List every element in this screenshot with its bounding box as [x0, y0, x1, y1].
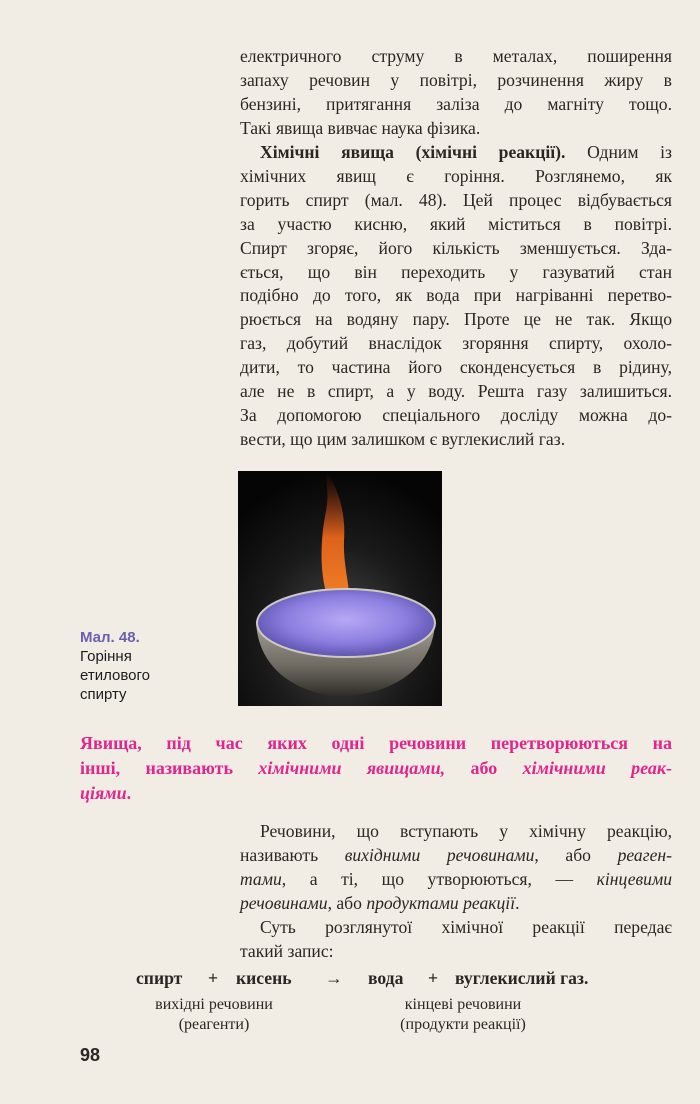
burning-alcohol-photo — [238, 471, 442, 706]
products-label — [370, 995, 556, 1035]
term: реаген- — [617, 844, 672, 865]
term: хімічними реак- — [522, 758, 672, 778]
product-carbon-dioxide: вуглекислий газ. — [455, 968, 589, 988]
text-line: ється, що він переходить у газуватий стан — [240, 261, 672, 282]
term: хімічними явищами, — [258, 758, 446, 778]
definition-line — [80, 781, 672, 806]
reactant-alcohol: спирт — [136, 968, 183, 988]
section-heading: Хімічні явища (хімічні реакції). — [260, 142, 566, 162]
reactant-oxygen: кисень — [236, 968, 292, 988]
text-line: Такі явища вивчає наука фізика. — [240, 117, 481, 138]
caption-line: спирту — [80, 686, 127, 703]
text-fragment: , а ті, що утворюються, — — [281, 868, 597, 889]
text-line: але не в спирт, а у воду. Решта газу залишиться. — [240, 381, 672, 402]
text-line: Суть розглянутої хімічної реакції передає — [260, 916, 672, 937]
term: кінцевими — [596, 868, 672, 889]
text-line — [240, 141, 672, 165]
text-line: Спирт згоряє, його кількість зменшується. Зда- — [240, 237, 672, 258]
page-number: 98 — [80, 1045, 101, 1065]
text-line: бензині, притягання заліза до магніту тощо. — [240, 93, 672, 114]
text-fragment: . — [126, 783, 132, 803]
product-water: вода — [368, 968, 404, 988]
plus-sign: + — [428, 968, 439, 988]
text-fragment: називають — [240, 844, 345, 865]
figure-number: Мал. 48. — [80, 629, 140, 646]
label-line: (реагенти) — [178, 1016, 250, 1033]
text-line: вести, що цим залишком є вуглекислий газ. — [240, 428, 566, 449]
text-line: рюється на водяну пару. Проте це не так. Якщо — [240, 309, 672, 330]
label-line: вихідні речовини — [155, 996, 273, 1013]
text-line: Речовини, що вступають у хімічну реакцію, — [260, 821, 672, 841]
text-line — [240, 844, 672, 868]
physics-paragraph — [240, 45, 672, 141]
term: вихідними речовинами — [344, 844, 535, 865]
text-fragment: інші, називають — [80, 758, 259, 778]
label-line: кінцеві речовини — [404, 996, 522, 1013]
reactants-label — [130, 995, 298, 1035]
definition-line — [80, 756, 672, 781]
text-line: запаху речовин у повітрі, розчинення жиру в — [240, 69, 672, 90]
text-fragment: або — [445, 758, 523, 778]
definition-line: Явища, під час яких одні речовини перетворюються на — [80, 733, 672, 753]
text-line: горить спирт (мал. 48). Цей процес відбувається — [240, 189, 672, 210]
text-line: За допомогою спеціального досліду можна до- — [240, 404, 672, 425]
text-line: такий запис: — [240, 940, 334, 961]
figure-caption — [80, 628, 230, 704]
text-line: електричного струму в металах, поширення — [240, 46, 672, 66]
text-line: хімічних явищ є горіння. Розглянемо, як — [240, 165, 672, 186]
term: продуктами реакції — [366, 892, 516, 913]
text-fragment: , або — [327, 892, 367, 913]
term: ціями — [80, 783, 127, 803]
text-fragment: , або — [534, 844, 618, 865]
term: речовинами — [240, 892, 328, 913]
caption-line: Горіння — [80, 648, 132, 665]
text-line — [240, 892, 672, 916]
text-line — [240, 868, 672, 892]
definition-chemical-reactions — [80, 731, 672, 806]
burning-bowl-illustration — [238, 471, 442, 706]
term: тами — [240, 868, 282, 889]
text-line: дити, то частина його сконденсується в рідину, — [240, 357, 672, 378]
label-line: (продукти реакції) — [400, 1016, 526, 1033]
chemical-phenomena-paragraph — [240, 141, 672, 452]
text-fragment: . — [515, 892, 520, 913]
plus-sign: + — [208, 968, 219, 988]
reagents-paragraph — [240, 820, 672, 963]
reaction-arrow: → — [325, 968, 343, 988]
caption-line: етилового — [80, 667, 150, 684]
text-fragment: Одним із — [587, 142, 672, 162]
text-line: подібно до того, як вода при нагріванні перетво- — [240, 285, 672, 306]
text-line: за участю кисню, який міститься в повітрі. — [240, 213, 672, 234]
text-line: газ, добутий внаслідок згоряння спирту, охоло- — [240, 333, 672, 354]
